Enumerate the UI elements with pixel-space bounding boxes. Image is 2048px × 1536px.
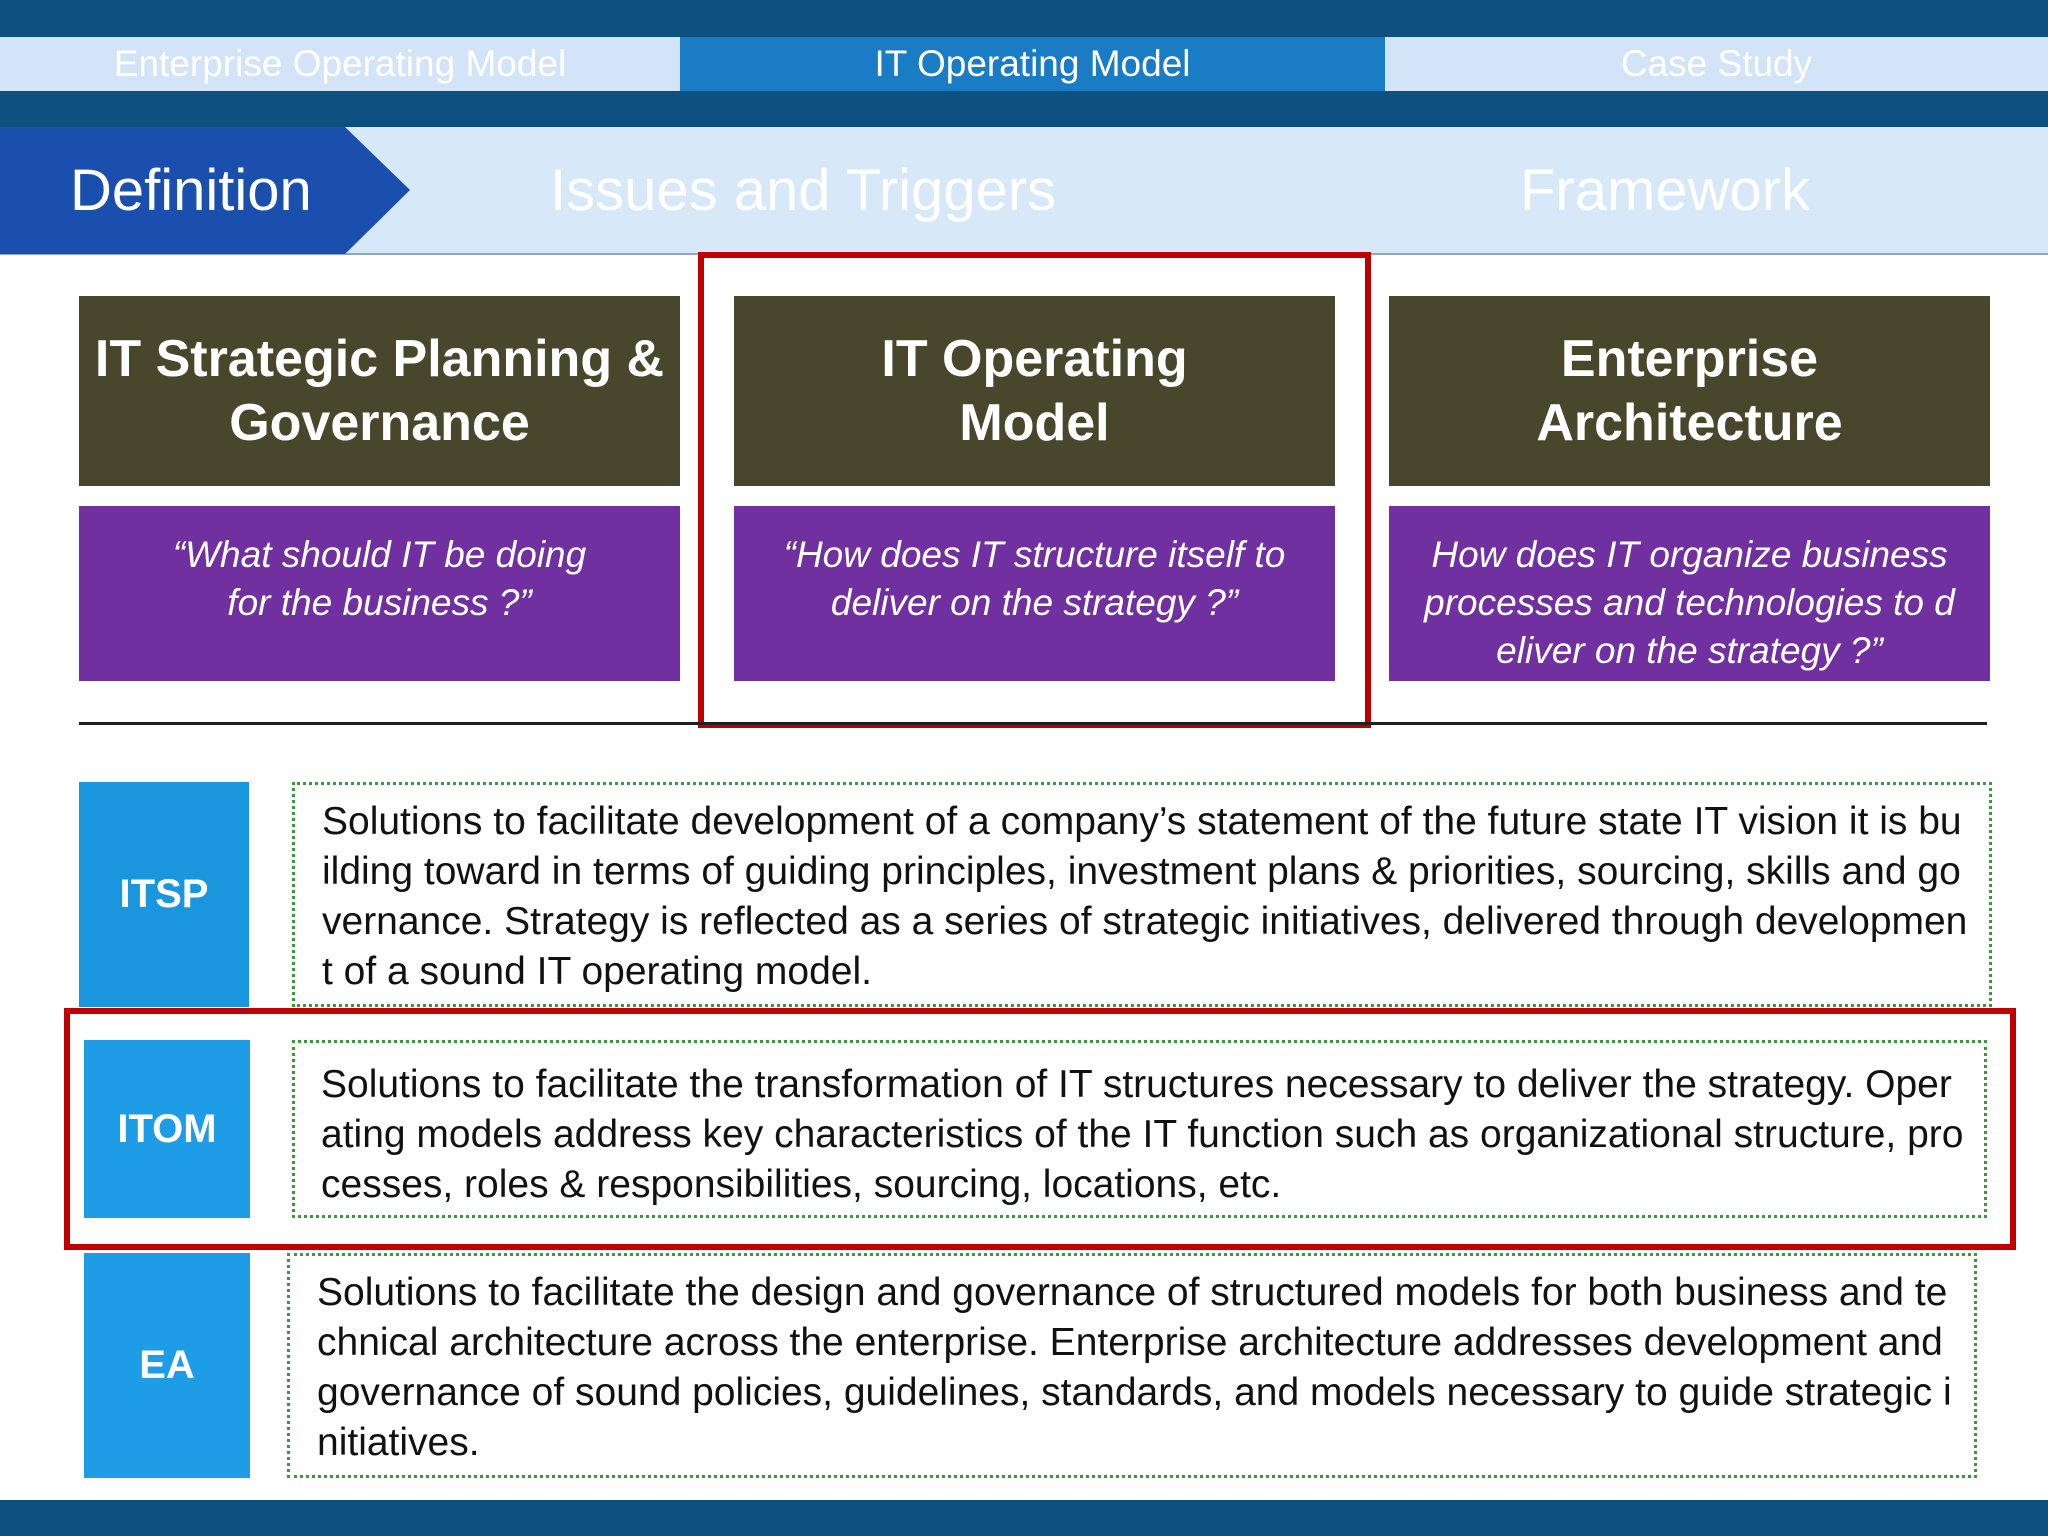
itsp-row-description: Solutions to facilitate development of a company’s statement of the future state IT vision it is building toward in terms of guiding principles, investment plans & priorities, sourcing, skills and governance. Strategy is reflected as a series of strategic initiatives, delivered through development of a sound IT operating model.: [292, 782, 1992, 1007]
tab-enterprise-operating-model[interactable]: Enterprise Operating Model: [0, 37, 680, 91]
ea-row-description: Solutions to facilitate the design and governance of structured models for both business and technical architecture across the enterprise. Enterprise architecture addresses development and governance of sound policies, guidelines, standards, and models necessary to guide strategic initiatives.: [287, 1253, 1977, 1478]
step-framework[interactable]: Framework: [1520, 158, 1811, 223]
tab-case-study[interactable]: Case Study: [1385, 37, 2048, 91]
tab-it-operating-model[interactable]: IT Operating Model: [680, 37, 1385, 91]
ea-question: How does IT organize business processes and technologies to deliver on the strategy ?”: [1389, 506, 1990, 681]
bottom-band: [0, 1500, 2048, 1536]
itom-row-highlight: [64, 1008, 2016, 1250]
itom-row-description: Solutions to facilitate the transformation of IT structures necessary to deliver the strategy. Operating models address key characteristics of the IT function such as organizational structure, processes, roles & responsibilities, sourcing, locations, etc.: [292, 1040, 1987, 1218]
ea-header: Enterprise Architecture: [1389, 296, 1990, 486]
itom-header: IT Operating Model: [734, 296, 1335, 486]
itsp-question: “What should IT be doing for the business ?”: [79, 506, 680, 681]
ea-row-label: EA: [84, 1253, 250, 1478]
step-definition[interactable]: [0, 127, 410, 254]
itom-column-highlight: [698, 252, 1371, 728]
step-definition-label: Definition: [70, 158, 312, 223]
itsp-header: IT Strategic Planning & Governance: [79, 296, 680, 486]
step-issues-and-triggers[interactable]: Issues and Triggers: [550, 158, 1057, 223]
itsp-row-label: ITSP: [79, 782, 249, 1007]
itom-question: “How does IT structure itself to deliver on the strategy ?”: [734, 506, 1335, 681]
section-divider: [79, 722, 1987, 725]
itom-row-label: ITOM: [84, 1040, 250, 1218]
